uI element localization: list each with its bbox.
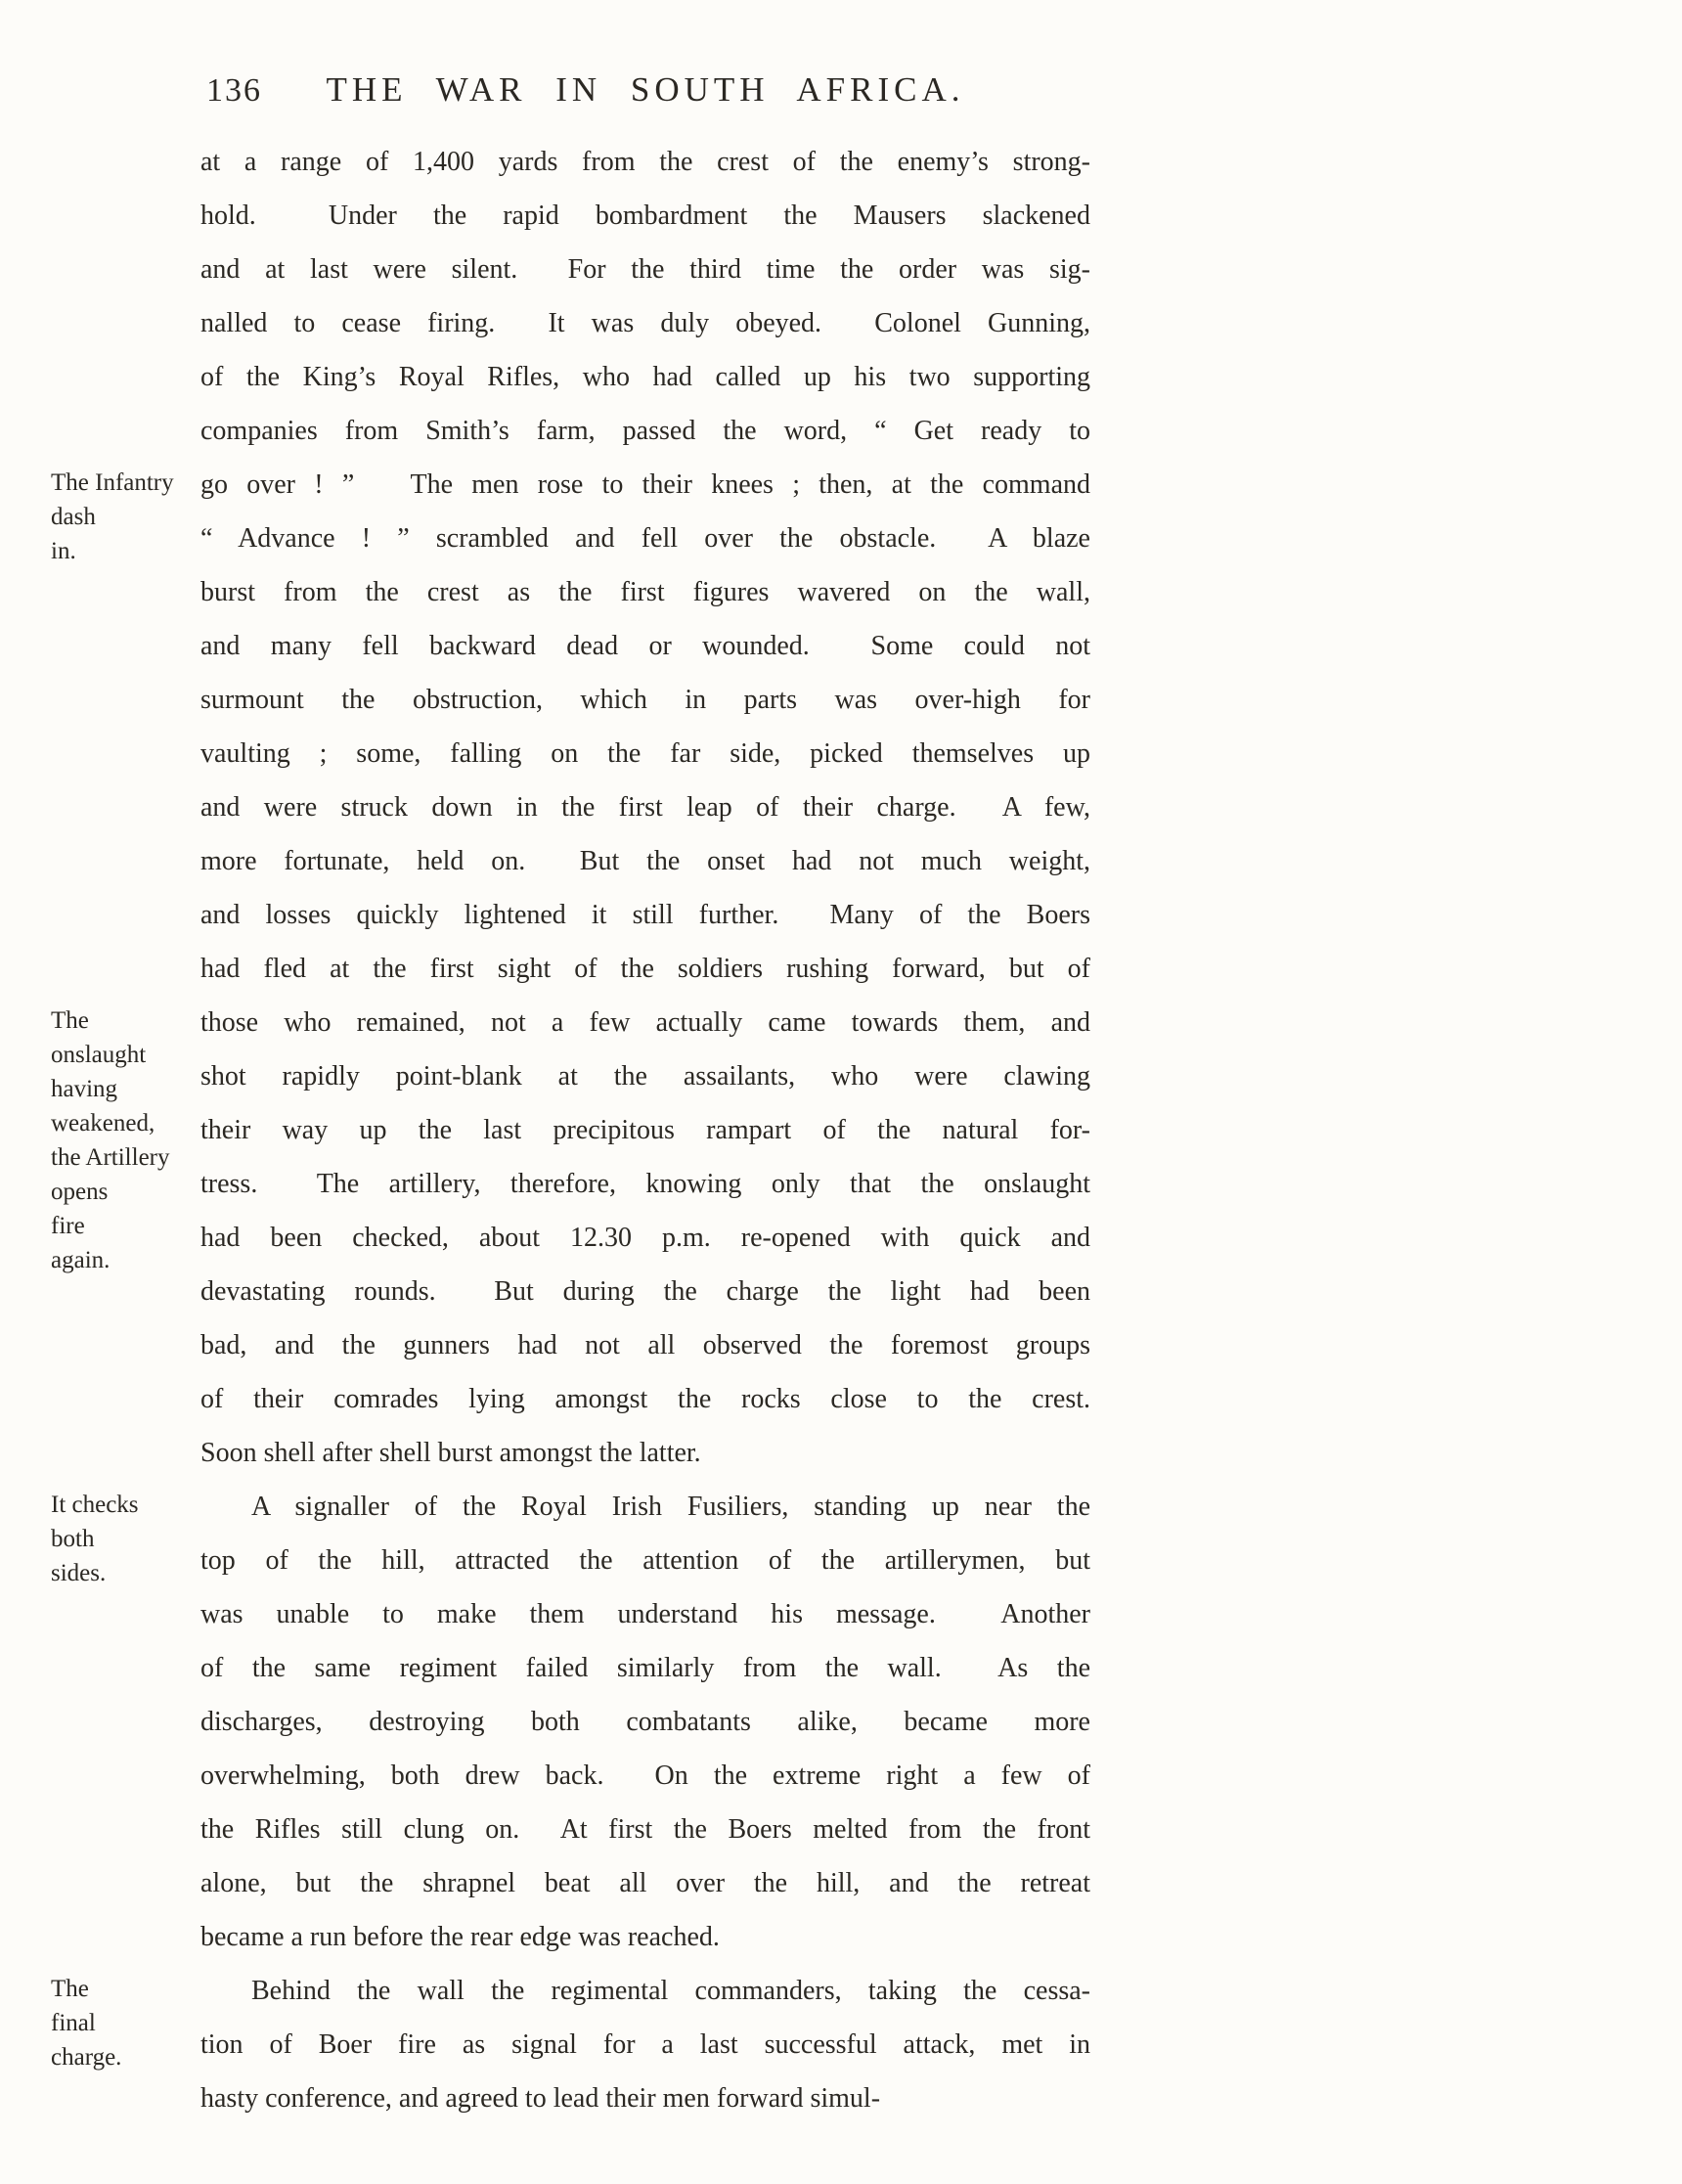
body-line: of their comrades lying amongst the rocks close to the crest. bbox=[200, 1384, 1090, 1414]
body-line: alone, but the shrapnel beat all over the hill, and the retreat bbox=[200, 1868, 1090, 1898]
body-line: of the same regiment failed similarly from the wall. As the bbox=[200, 1653, 1090, 1683]
body-line: became a run before the rear edge was reached. bbox=[200, 1922, 720, 1952]
margin-note bbox=[51, 466, 202, 568]
body-line: devastating rounds. But during the charge the light had been bbox=[200, 1276, 1090, 1307]
body-line: surmount the obstruction, which in parts was over-high for bbox=[200, 685, 1090, 715]
body-line: the Rifles still clung on. At first the Boers melted from the front bbox=[200, 1814, 1090, 1845]
body-line: hold. Under the rapid bombardment the Mausers slackened bbox=[200, 201, 1090, 231]
body-line: vaulting ; some, falling on the far side, picked themselves up bbox=[200, 738, 1090, 769]
body-line: top of the hill, attracted the attention of the artillerymen, but bbox=[200, 1545, 1090, 1576]
page-header bbox=[200, 70, 1090, 115]
body-line: had been checked, about 12.30 p.m. re-opened with quick and bbox=[200, 1223, 1090, 1253]
margin-note-line: in. bbox=[51, 538, 76, 564]
paragraph bbox=[200, 135, 1090, 1480]
body-line: discharges, destroying both combatants alike, became more bbox=[200, 1707, 1090, 1737]
body-line: at a range of 1,400 yards from the crest of the enemy’s strong- bbox=[200, 147, 1090, 177]
margin-note bbox=[51, 1003, 202, 1277]
margin-note-line: sides. bbox=[51, 1560, 107, 1586]
margin-note-line: onslaught bbox=[51, 1042, 147, 1068]
margin-note-line: The bbox=[51, 1976, 89, 2002]
margin-note-line: fire bbox=[51, 1213, 85, 1239]
margin-note-line: having bbox=[51, 1076, 118, 1102]
body-line: and many fell backward dead or wounded. Some could not bbox=[200, 631, 1090, 661]
margin-note-line: final bbox=[51, 2010, 96, 2036]
body-line: those who remained, not a few actually came towards them, and bbox=[200, 1007, 1090, 1038]
body-text-column bbox=[200, 135, 1090, 2125]
margin-note-line: opens bbox=[51, 1179, 109, 1205]
paragraph bbox=[200, 1964, 1090, 2125]
body-line: had fled at the first sight of the soldiers rushing forward, but of bbox=[200, 954, 1090, 984]
body-line: A signaller of the Royal Irish Fusiliers, standing up near the bbox=[251, 1492, 1090, 1522]
body-line: and losses quickly lightened it still further. Many of the Boers bbox=[200, 900, 1090, 930]
body-line: Soon shell after shell burst amongst the latter. bbox=[200, 1438, 701, 1468]
body-line: nalled to cease firing. It was duly obeyed. Colonel Gunning, bbox=[200, 308, 1090, 338]
body-line: tress. The artillery, therefore, knowing only that the onslaught bbox=[200, 1169, 1090, 1199]
margin-note-line: It checks bbox=[51, 1492, 139, 1518]
running-title: THE WAR IN SOUTH AFRICA. bbox=[326, 70, 965, 109]
margin-note-line: The bbox=[51, 1007, 89, 1034]
page-number: 136 bbox=[206, 72, 262, 109]
margin-note-line: again. bbox=[51, 1247, 111, 1273]
paragraph bbox=[200, 1480, 1090, 1964]
margin-note bbox=[51, 1972, 202, 2074]
margin-note-line: charge. bbox=[51, 2044, 122, 2071]
margin-note-line: both bbox=[51, 1526, 95, 1552]
margin-note bbox=[51, 1488, 202, 1590]
body-line: bad, and the gunners had not all observed the foremost groups bbox=[200, 1330, 1090, 1360]
body-line: their way up the last precipitous rampart of the natural for- bbox=[200, 1115, 1090, 1145]
margin-note-line: weakened, bbox=[51, 1110, 155, 1137]
margin-note-line: The Infantry bbox=[51, 469, 174, 496]
body-line: “ Advance ! ” scrambled and fell over the obstacle. A blaze bbox=[200, 523, 1090, 554]
margin-note-line: the Artillery bbox=[51, 1144, 170, 1171]
body-line: burst from the crest as the first figures wavered on the wall, bbox=[200, 577, 1090, 607]
body-line: tion of Boer fire as signal for a last successful attack, met in bbox=[200, 2029, 1090, 2060]
body-line: shot rapidly point-blank at the assailants, who were clawing bbox=[200, 1061, 1090, 1092]
body-line: Behind the wall the regimental commanders, taking the cessa- bbox=[251, 1976, 1090, 2006]
body-line: of the King’s Royal Rifles, who had called up his two supporting bbox=[200, 362, 1090, 392]
body-line: companies from Smith’s farm, passed the word, “ Get ready to bbox=[200, 416, 1090, 446]
body-line: go over ! ” The men rose to their knees ; then, at the command bbox=[200, 469, 1090, 500]
body-line: overwhelming, both drew back. On the extreme right a few of bbox=[200, 1761, 1090, 1791]
margin-note-line: dash bbox=[51, 504, 96, 530]
body-line: hasty conference, and agreed to lead their men forward simul- bbox=[200, 2083, 881, 2114]
body-line: was unable to make them understand his message. Another bbox=[200, 1599, 1090, 1629]
body-line: and at last were silent. For the third time the order was sig- bbox=[200, 254, 1090, 285]
body-line: and were struck down in the first leap of their charge. A few, bbox=[200, 792, 1090, 823]
margin-notes-column bbox=[51, 0, 202, 2184]
body-line: more fortunate, held on. But the onset had not much weight, bbox=[200, 846, 1090, 876]
